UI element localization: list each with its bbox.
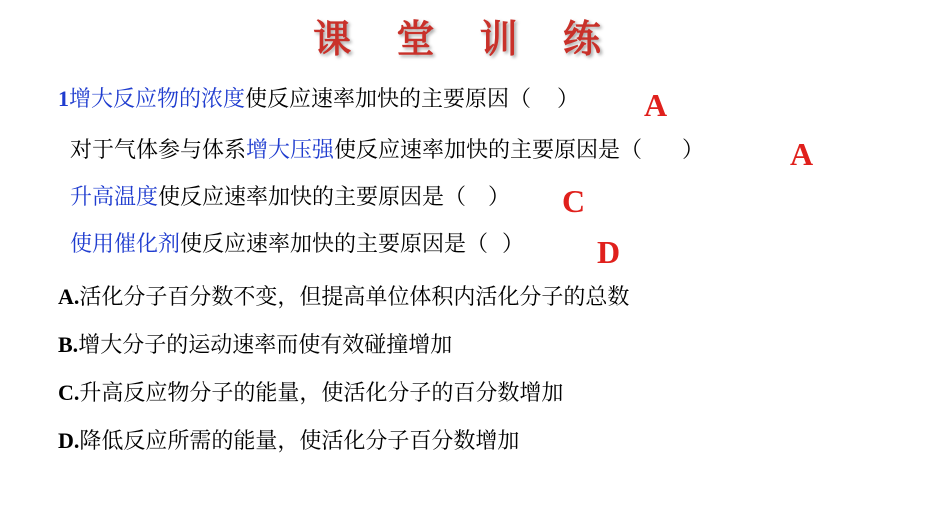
question-prefix: 对于气体参与体系 [70,138,247,163]
question-text: 使反应速率加快的主要原因是（ [334,138,643,163]
question-close-paren: ） [488,185,511,210]
question-4 [70,230,524,260]
slide-title: 课 堂 训 练 [313,17,617,61]
option-letter: B. [58,332,79,357]
option-a [58,282,629,313]
answer-3: C [562,183,586,219]
option-text: 降低反应所需的能量，使活化分子百分数增加 [79,429,520,454]
option-b [58,330,452,361]
question-number: 1 [58,86,69,111]
answer-4: D [597,234,621,270]
question-2 [70,136,704,166]
question-3 [70,183,510,213]
question-close-paren: ） [682,138,705,163]
question-highlight: 升高温度 [70,185,159,210]
question-highlight: 使用催化剂 [70,232,181,257]
option-letter: D. [58,428,80,453]
option-letter: C. [58,380,80,405]
option-d [58,426,519,457]
question-close-paren: ） [557,87,580,112]
question-highlight: 增大反应物的浓度 [69,87,246,112]
answer-2: A [790,136,814,172]
question-highlight: 增大压强 [246,138,335,163]
option-letter: A. [58,284,80,309]
question-text: 使反应速率加快的主要原因是（ [180,232,489,257]
question-text: 使反应速率加快的主要原因是（ [158,185,467,210]
option-c [58,378,563,409]
answer-1: A [644,87,668,123]
option-text: 活化分子百分数不变，但提高单位体积内活化分子的总数 [79,285,630,310]
option-text: 升高反应物分子的能量，使活化分子的百分数增加 [79,381,564,406]
option-text: 增大分子的运动速率而使有效碰撞增加 [78,333,453,358]
question-1 [58,84,579,115]
question-close-paren: ） [502,232,525,257]
question-text: 使反应速率加快的主要原因（ [245,87,532,112]
